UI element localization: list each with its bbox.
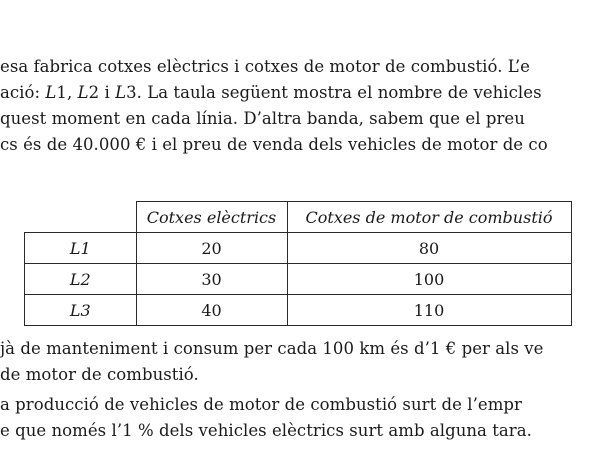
row-label: L2 xyxy=(25,264,137,295)
bottom-line-3: a producció de vehicles de motor de combustió surt de l’empr xyxy=(0,395,522,414)
paragraph-line-2 xyxy=(0,82,542,104)
table-row xyxy=(25,233,572,264)
line2-prefix: ació: xyxy=(0,83,46,102)
combustion-count: 110 xyxy=(287,295,571,326)
line-l2-letter: L xyxy=(77,83,89,102)
paragraph-line-3: quest moment en cada línia. D’altra banda, sabem que el preu xyxy=(0,109,525,128)
row-label: L1 xyxy=(25,233,137,264)
bottom-line-2: de motor de combustió. xyxy=(0,365,199,384)
line-l3-number: 3 xyxy=(126,83,137,102)
table-row xyxy=(25,295,572,326)
line-l3-letter: L xyxy=(115,83,127,102)
table-row xyxy=(25,264,572,295)
line-l1-letter: L xyxy=(45,83,57,102)
line2-sep1: , xyxy=(66,83,78,102)
table-header-electric: Cotxes elèctrics xyxy=(136,202,287,233)
table-header-row xyxy=(25,202,572,233)
paragraph-line-4: cs és de 40.000 € i el preu de venda dels vehicles de motor de co xyxy=(0,135,548,154)
line-l2-number: 2 xyxy=(88,83,100,102)
line2-suffix: . La taula següent mostra el nombre de vehicles xyxy=(136,83,542,102)
line2-sep2: i xyxy=(99,83,116,102)
combustion-count: 80 xyxy=(287,233,571,264)
bottom-line-1: jà de manteniment i consum per cada 100 km és d’1 € per als ve xyxy=(0,339,544,358)
combustion-count: 100 xyxy=(287,264,571,295)
table-header-combustion: Cotxes de motor de combustió xyxy=(287,202,571,233)
production-table xyxy=(24,201,572,326)
row-label: L3 xyxy=(25,295,137,326)
paragraph-line-1: esa fabrica cotxes elèctrics i cotxes de motor de combustió. L’e xyxy=(0,57,530,76)
electric-count: 30 xyxy=(136,264,287,295)
electric-count: 20 xyxy=(136,233,287,264)
electric-count: 40 xyxy=(136,295,287,326)
table-header-empty xyxy=(25,202,137,233)
line-l1-number: 1 xyxy=(56,83,67,102)
bottom-line-4: e que només l’1 % dels vehicles elèctrics surt amb alguna tara. xyxy=(0,421,532,440)
